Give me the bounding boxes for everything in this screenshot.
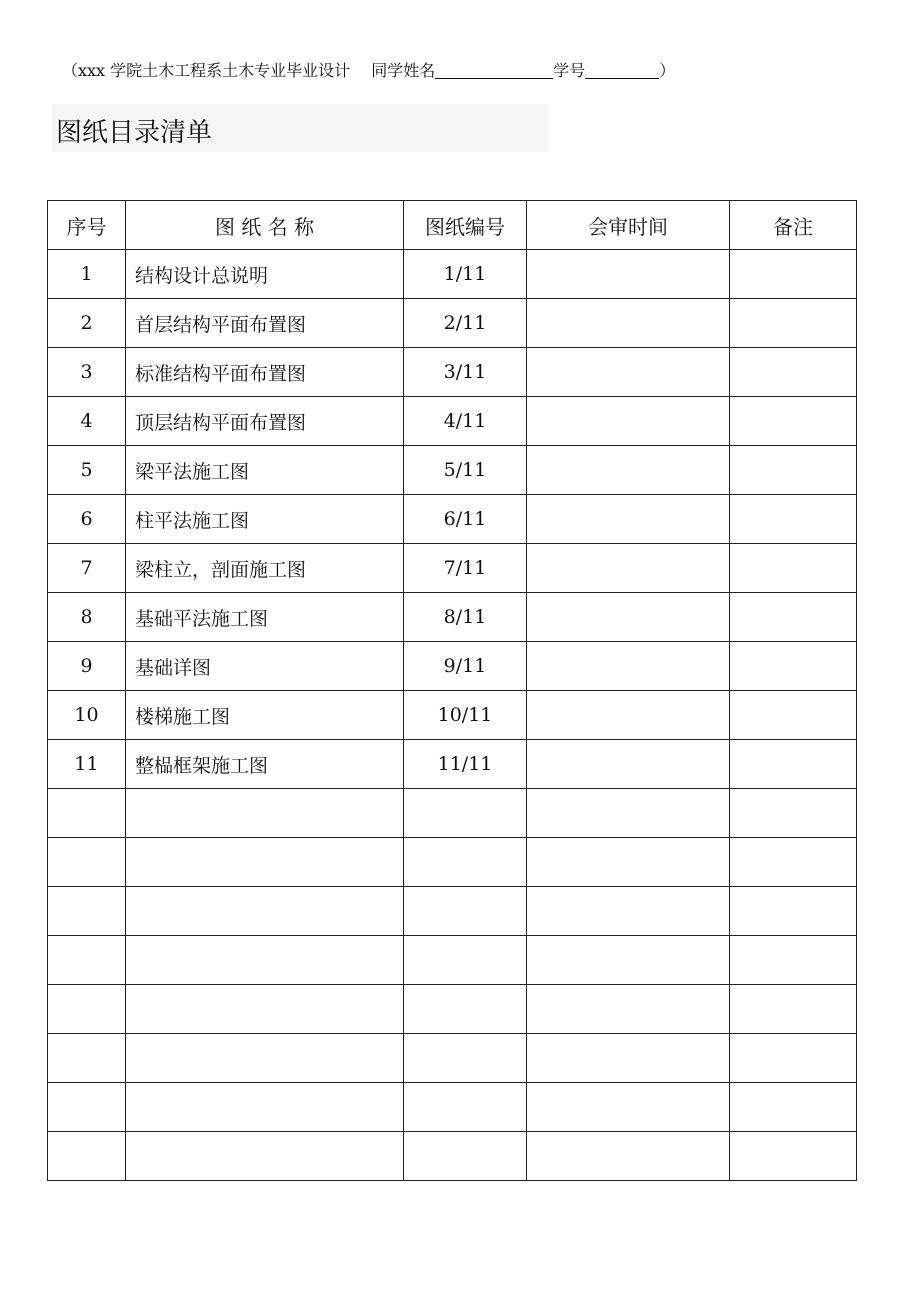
cell-drawing-name: 基础详图	[126, 642, 404, 691]
table-row	[48, 1132, 857, 1181]
cell-drawing-code	[404, 887, 527, 936]
cell-drawing-code: 9/11	[404, 642, 527, 691]
cell-number	[48, 985, 126, 1034]
cell-number: 4	[48, 397, 126, 446]
cell-review-time	[527, 495, 730, 544]
table-row	[48, 250, 857, 299]
document-header	[62, 58, 675, 81]
table-row	[48, 691, 857, 740]
cell-drawing-name	[126, 789, 404, 838]
cell-drawing-name	[126, 1132, 404, 1181]
cell-note	[730, 446, 857, 495]
cell-drawing-name	[126, 1034, 404, 1083]
cell-drawing-name: 楼梯施工图	[126, 691, 404, 740]
cell-drawing-code: 6/11	[404, 495, 527, 544]
cell-drawing-name: 顶层结构平面布置图	[126, 397, 404, 446]
column-header-number: 序号	[48, 201, 126, 250]
cell-review-time	[527, 1083, 730, 1132]
column-header-note: 备注	[730, 201, 857, 250]
cell-review-time	[527, 887, 730, 936]
table-row	[48, 740, 857, 789]
table-row	[48, 642, 857, 691]
drawing-catalog-table	[47, 200, 857, 1181]
cell-drawing-name: 柱平法施工图	[126, 495, 404, 544]
table-row	[48, 985, 857, 1034]
column-header-review-time: 会审时间	[527, 201, 730, 250]
header-suffix: ）	[659, 61, 676, 80]
cell-drawing-code: 7/11	[404, 544, 527, 593]
table-row	[48, 348, 857, 397]
student-name-blank	[435, 62, 553, 79]
cell-drawing-code: 3/11	[404, 348, 527, 397]
cell-note	[730, 1083, 857, 1132]
cell-drawing-name	[126, 985, 404, 1034]
cell-review-time	[527, 348, 730, 397]
cell-number: 8	[48, 593, 126, 642]
cell-drawing-name	[126, 1083, 404, 1132]
cell-review-time	[527, 1132, 730, 1181]
cell-review-time	[527, 789, 730, 838]
cell-number	[48, 1132, 126, 1181]
cell-review-time	[527, 740, 730, 789]
cell-review-time	[527, 446, 730, 495]
cell-review-time	[527, 691, 730, 740]
table-row	[48, 299, 857, 348]
cell-drawing-code	[404, 936, 527, 985]
header-prefix: （xxx 学院土木工程系土木专业毕业设计 同学姓名	[62, 61, 436, 80]
cell-note	[730, 397, 857, 446]
cell-review-time	[527, 250, 730, 299]
cell-note	[730, 838, 857, 887]
cell-drawing-name: 梁平法施工图	[126, 446, 404, 495]
cell-drawing-code: 10/11	[404, 691, 527, 740]
cell-number: 9	[48, 642, 126, 691]
cell-number: 2	[48, 299, 126, 348]
column-header-code: 图纸编号	[404, 201, 527, 250]
cell-note	[730, 691, 857, 740]
table-row	[48, 1034, 857, 1083]
cell-drawing-code	[404, 838, 527, 887]
cell-drawing-name: 首层结构平面布置图	[126, 299, 404, 348]
cell-review-time	[527, 593, 730, 642]
cell-note	[730, 1034, 857, 1083]
cell-note	[730, 1132, 857, 1181]
cell-note	[730, 593, 857, 642]
cell-drawing-code	[404, 1083, 527, 1132]
cell-note	[730, 495, 857, 544]
table-row	[48, 936, 857, 985]
cell-drawing-code: 1/11	[404, 250, 527, 299]
cell-review-time	[527, 838, 730, 887]
cell-drawing-name: 梁柱立，剖面施工图	[126, 544, 404, 593]
cell-review-time	[527, 299, 730, 348]
cell-number	[48, 936, 126, 985]
cell-number	[48, 789, 126, 838]
table-row	[48, 446, 857, 495]
cell-note	[730, 985, 857, 1034]
cell-drawing-name: 整榀框架施工图	[126, 740, 404, 789]
cell-drawing-name	[126, 936, 404, 985]
page-title: 图纸目录清单	[56, 118, 213, 148]
table-row	[48, 397, 857, 446]
cell-review-time	[527, 936, 730, 985]
cell-number	[48, 1083, 126, 1132]
table-row	[48, 593, 857, 642]
cell-review-time	[527, 1034, 730, 1083]
cell-note	[730, 348, 857, 397]
cell-number: 6	[48, 495, 126, 544]
cell-note	[730, 299, 857, 348]
cell-drawing-code	[404, 1132, 527, 1181]
cell-note	[730, 250, 857, 299]
cell-number: 11	[48, 740, 126, 789]
title-box	[52, 104, 550, 152]
cell-drawing-code: 2/11	[404, 299, 527, 348]
cell-number: 3	[48, 348, 126, 397]
cell-drawing-name	[126, 838, 404, 887]
cell-number	[48, 1034, 126, 1083]
cell-number: 10	[48, 691, 126, 740]
cell-drawing-code	[404, 1034, 527, 1083]
table-row	[48, 789, 857, 838]
column-header-name: 图 纸 名 称	[126, 201, 404, 250]
table-body	[48, 250, 857, 1181]
cell-note	[730, 642, 857, 691]
cell-drawing-code	[404, 789, 527, 838]
cell-number: 1	[48, 250, 126, 299]
student-id-label: 学号	[553, 61, 586, 80]
cell-note	[730, 887, 857, 936]
cell-drawing-code: 5/11	[404, 446, 527, 495]
cell-note	[730, 789, 857, 838]
table-row	[48, 838, 857, 887]
cell-drawing-code: 11/11	[404, 740, 527, 789]
cell-drawing-code: 4/11	[404, 397, 527, 446]
table-header-row	[48, 201, 857, 250]
cell-number	[48, 838, 126, 887]
cell-note	[730, 740, 857, 789]
cell-review-time	[527, 642, 730, 691]
cell-number	[48, 887, 126, 936]
cell-number: 5	[48, 446, 126, 495]
table-row	[48, 495, 857, 544]
cell-drawing-code: 8/11	[404, 593, 527, 642]
cell-review-time	[527, 397, 730, 446]
cell-drawing-name: 标准结构平面布置图	[126, 348, 404, 397]
cell-drawing-code	[404, 985, 527, 1034]
cell-number: 7	[48, 544, 126, 593]
table-row	[48, 1083, 857, 1132]
cell-drawing-name: 基础平法施工图	[126, 593, 404, 642]
cell-review-time	[527, 985, 730, 1034]
cell-drawing-name	[126, 887, 404, 936]
cell-review-time	[527, 544, 730, 593]
cell-note	[730, 936, 857, 985]
table-row	[48, 544, 857, 593]
cell-drawing-name: 结构设计总说明	[126, 250, 404, 299]
cell-note	[730, 544, 857, 593]
student-id-blank	[585, 62, 659, 79]
table-row	[48, 887, 857, 936]
